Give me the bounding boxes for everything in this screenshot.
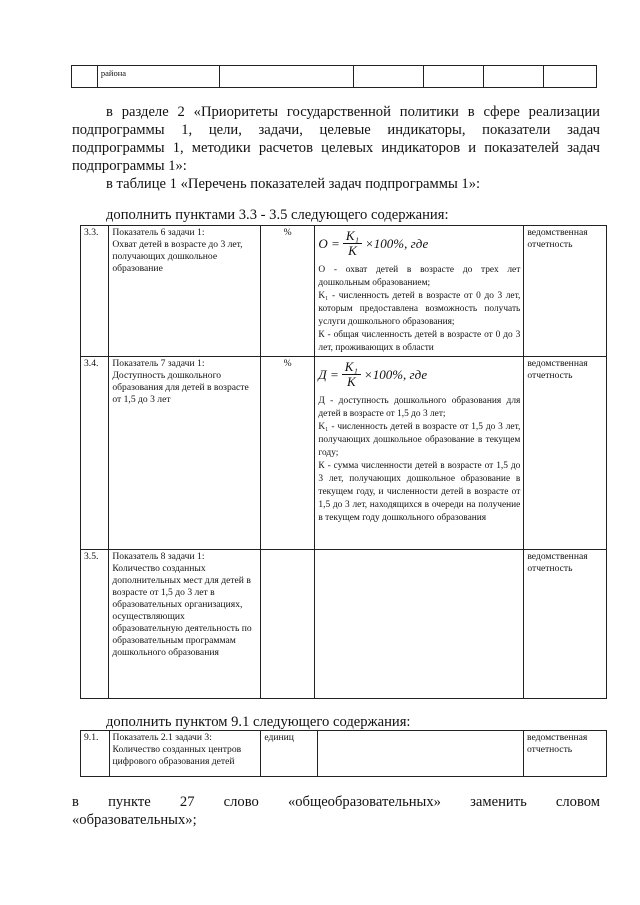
formula-denominator: K xyxy=(348,243,357,258)
formula-description: О - охват детей в возрасте до трех лет дошкольным образованием; xyxy=(318,265,521,288)
formula-numerator: K₁ xyxy=(342,360,361,375)
unit: % xyxy=(260,357,314,550)
formula-numerator: K₁ xyxy=(343,229,362,244)
unit xyxy=(260,550,314,699)
word: 27 xyxy=(179,794,195,810)
table-cell: района xyxy=(97,66,219,88)
row-number: 3.3. xyxy=(81,226,109,357)
formula-description: К - общая численность детей в возрасте от 0 до 3 лет, проживающих в области xyxy=(318,330,521,353)
unit: % xyxy=(260,226,314,357)
formula-fraction xyxy=(343,229,362,258)
table-cell xyxy=(483,66,543,88)
formula-cell xyxy=(315,357,524,550)
paragraph-add-3-3-3-5: дополнить пунктами 3.3 - 3.5 следующего содержания: xyxy=(106,207,449,223)
formula-lhs: Д xyxy=(318,366,327,382)
row-number: 3.4. xyxy=(81,357,109,550)
formula-fraction xyxy=(342,360,361,389)
formula-rest: ×100%, где xyxy=(363,366,428,382)
word: в xyxy=(72,794,79,810)
table-cell xyxy=(423,66,483,88)
indicator-name: Показатель 7 задачи 1: Доступность дошкольного образования для детей в возрасте от 1,5 до 3 лет xyxy=(109,357,261,550)
paragraph-item-27 xyxy=(72,793,600,829)
paragraph-line xyxy=(72,793,600,811)
data-source: ведомственная отчетность xyxy=(524,731,607,777)
table-cell xyxy=(219,66,354,88)
add-indicator-table xyxy=(80,730,607,777)
table-row xyxy=(81,731,607,777)
formula-description: Д - доступность дошкольного образования для детей в возрасте от 1,5 до 3 лет; xyxy=(318,396,521,419)
table-row xyxy=(81,550,607,699)
formula-cell xyxy=(318,731,524,777)
table-cell xyxy=(72,66,98,88)
formula: О = $\frac{\text{K₁}}{K}$ ×100%, где xyxy=(318,228,429,258)
data-source: ведомственная отчетность xyxy=(524,226,607,357)
table-row xyxy=(72,66,597,88)
paragraph-line: «образовательных»; xyxy=(72,812,197,828)
formula-description: K₁ - численность детей в возрасте от 0 до 3 лет, которым предоставлена возможность получать услуги дошкольного образования; xyxy=(318,291,521,327)
data-source: ведомственная отчетность xyxy=(524,357,607,550)
word: пункте xyxy=(108,794,151,810)
indicator-name: Показатель 2.1 задачи 3: Количество созданных центров цифрового образования детей xyxy=(109,731,261,777)
indicators-table xyxy=(80,225,607,699)
paragraph-section-2: в разделе 2 «Приоритеты государственной политики в сфере реализации подпрограммы 1, цели, задачи, целевые индикаторы, показатели задач подпрограммы 1, методики расчетов целевых индикаторов и показателей задач подпрограммы 1»: xyxy=(72,104,600,174)
formula-description: К - сумма численности детей в возрасте от 1,5 до 3 лет, получающих дошкольное образование в текущем году, и численности детей в возрасте от 1,5 до 3 лет, находящихся в очереди на получение в текущем году дошкольного образования xyxy=(318,461,521,523)
formula-denominator: K xyxy=(346,374,356,389)
row-number: 9.1. xyxy=(81,731,110,777)
top-table-fragment xyxy=(71,65,597,88)
table-row xyxy=(81,226,607,357)
word: слово xyxy=(223,794,259,810)
formula-cell xyxy=(315,226,524,357)
table-row xyxy=(81,357,607,550)
data-source: ведомственная отчетность xyxy=(524,550,607,699)
paragraph-table-1: в таблице 1 «Перечень показателей задач подпрограммы 1»: xyxy=(106,176,481,192)
formula: Д = $\frac{\text{K₁}}{K}$ ×100%, где xyxy=(318,359,428,389)
indicator-name: Показатель 8 задачи 1: Количество созданных дополнительных мест для детей в возрасте от 1,5 до 3 лет в образовательных организациях, осуществляющих образовательную деятельность по образовательным программам дошкольного образования xyxy=(109,550,261,699)
paragraph-add-9-1: дополнить пунктом 9.1 следующего содержания: xyxy=(106,714,411,730)
formula-lhs: О xyxy=(318,235,328,251)
table-cell xyxy=(543,66,596,88)
row-number: 3.5. xyxy=(81,550,109,699)
formula-rest: ×100%, где xyxy=(365,235,429,251)
word: заменить xyxy=(470,794,527,810)
indicator-name: Показатель 6 задачи 1: Охват детей в возрасте до 3 лет, получающих дошкольное образование xyxy=(109,226,261,357)
word: словом xyxy=(555,794,600,810)
table-cell xyxy=(354,66,423,88)
word: «общеобразовательных» xyxy=(287,794,441,810)
formula-cell xyxy=(315,550,524,699)
unit: единиц xyxy=(261,731,318,777)
formula-description: K₁ - численность детей в возрасте от 1,5 до 3 лет, получающих дошкольное образование в текущем году; xyxy=(318,422,521,458)
